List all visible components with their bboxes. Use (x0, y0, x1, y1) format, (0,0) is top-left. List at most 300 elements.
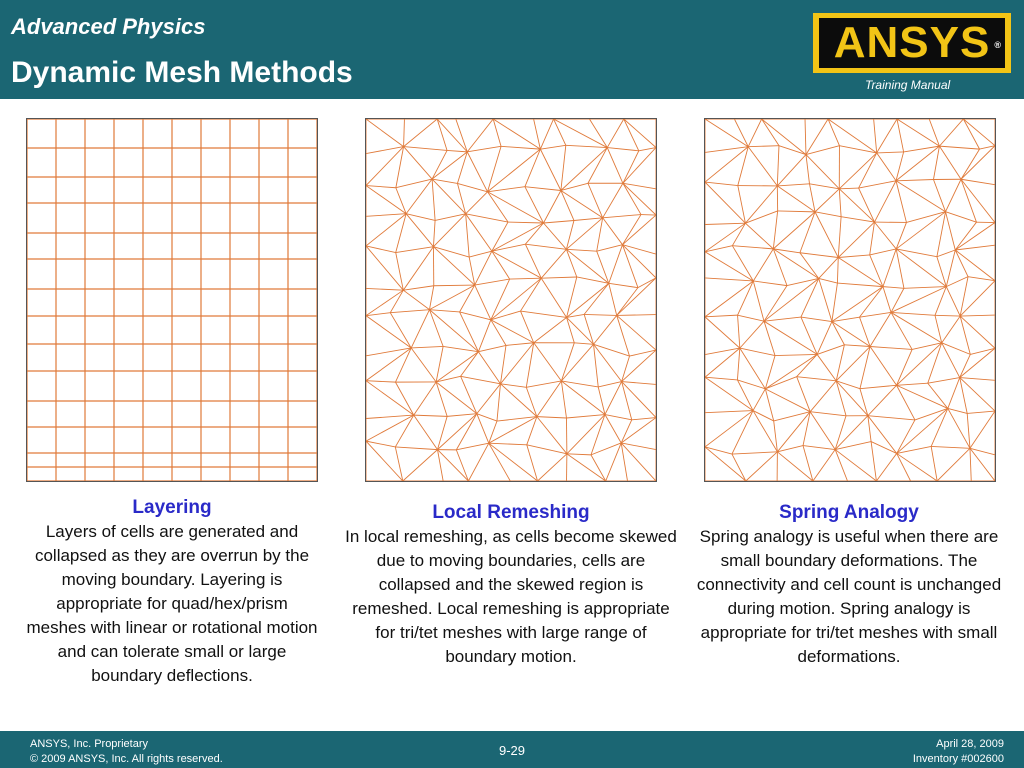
mesh-edge (489, 421, 497, 443)
mesh-edge (488, 192, 508, 222)
mesh-edge (435, 214, 466, 221)
mesh-edge (773, 249, 787, 286)
mesh-edge (594, 344, 599, 387)
mesh-edge (478, 352, 500, 384)
mesh-edge (961, 179, 976, 222)
mesh-edge (705, 348, 740, 377)
mesh-edge (429, 310, 478, 352)
mesh-edge (433, 220, 435, 246)
mesh-edge (591, 415, 605, 455)
mesh-edge (429, 310, 459, 312)
mesh-edge (896, 249, 937, 257)
mesh-edge (404, 147, 447, 151)
mesh-edge (928, 378, 960, 384)
mesh-edge (904, 146, 940, 152)
mesh-edge (960, 316, 970, 354)
mesh-edge (705, 377, 737, 380)
mesh-edge (574, 218, 603, 221)
mesh-edge (543, 220, 573, 223)
mesh-edge (491, 278, 541, 320)
mesh-edge (874, 119, 877, 153)
mesh-edge (460, 312, 479, 352)
mesh-edge (832, 317, 860, 321)
footer-bar (0, 731, 1024, 768)
mesh-edge (960, 281, 995, 316)
mesh-edge (764, 321, 817, 354)
mesh-edge (732, 452, 777, 454)
mesh-edge (534, 119, 541, 149)
footer-info (913, 737, 1004, 767)
mesh-edge (891, 288, 904, 312)
mesh-edge (801, 317, 832, 321)
mesh-edge (537, 417, 567, 418)
local-remeshing-caption (343, 501, 679, 669)
mesh-edge (859, 181, 896, 188)
mesh-edge (868, 416, 915, 420)
mesh-edge (810, 381, 836, 412)
mesh-edge (732, 454, 746, 481)
mesh-edge (897, 446, 931, 453)
mesh-edge (819, 257, 839, 278)
mesh-edge (456, 119, 467, 152)
spring-analogy-caption (686, 501, 1012, 669)
mesh-edge (567, 283, 609, 317)
mesh-edge (705, 281, 753, 317)
mesh-edge (456, 414, 476, 450)
mesh-edge (395, 447, 437, 450)
mesh-edge (933, 146, 939, 179)
mesh-edge (540, 145, 565, 149)
mesh-edge (797, 377, 811, 412)
footer-date: April 28, 2009 (936, 738, 1004, 750)
mesh-edge (896, 152, 904, 181)
mesh-edge (738, 147, 748, 186)
mesh-edge (705, 411, 753, 413)
local-remeshing-mesh-figure (365, 118, 657, 482)
mesh-edge (621, 418, 656, 443)
mesh-edge (939, 146, 961, 179)
mesh-edge (554, 119, 608, 148)
header-bar (0, 0, 1024, 99)
mesh-edge (765, 354, 817, 388)
mesh-edge (946, 250, 955, 287)
training-manual-label: Training Manual (865, 78, 951, 92)
mesh-edge (819, 278, 838, 283)
mesh-edge (897, 349, 913, 385)
mesh-edge (543, 223, 566, 249)
mesh-edge (748, 146, 779, 147)
mesh-edge (960, 316, 995, 348)
mesh-edge (809, 184, 815, 212)
mesh-edge (815, 189, 839, 212)
mesh-edge (931, 408, 948, 446)
mesh-edge (395, 382, 413, 415)
mesh-edge (877, 119, 897, 153)
mesh-edge (844, 345, 870, 347)
mesh-edge (403, 450, 438, 481)
mesh-edge (541, 277, 577, 278)
mesh-edge (414, 382, 436, 415)
mesh-edge (623, 183, 641, 214)
mesh-edge (774, 412, 810, 421)
spring-analogy-heading: Spring Analogy (779, 502, 919, 523)
mesh-edge (777, 146, 779, 186)
mesh-edge (366, 186, 396, 188)
mesh-edge (897, 383, 928, 385)
mesh-edge (832, 322, 844, 345)
mesh-edge (584, 314, 617, 315)
mesh-edge (566, 220, 574, 249)
mesh-edge (871, 442, 897, 454)
mesh-edge (800, 253, 819, 279)
mesh-edge (594, 344, 622, 381)
mesh-edge (534, 317, 567, 342)
mesh-edge (960, 277, 968, 316)
mesh-edge (961, 146, 995, 180)
mesh-edge (891, 312, 912, 349)
mesh-edge (753, 389, 765, 411)
mesh-edge (632, 418, 656, 420)
spring-analogy-body: Spring analogy is useful when there are small boundary deformations. The connectivity and cell count is unchanged during motion. Spring analogy is appropriate for tri/tet meshes with small deformations. (696, 527, 1002, 666)
mesh-edge (753, 281, 764, 321)
mesh-edge (603, 215, 641, 218)
mesh-edge (805, 119, 806, 155)
mesh-edge (705, 182, 745, 223)
mesh-edge (526, 343, 533, 388)
mesh-edge (806, 155, 810, 184)
mesh-edge (970, 411, 995, 448)
mesh-edge (366, 214, 406, 217)
mesh-edge (891, 312, 935, 315)
mesh-edge (623, 148, 656, 184)
layering-body: Layers of cells are generated and collapsed as they are overrun by the moving boundary. Layering is appropriate for quad/hex/prism meshes with linear or rotational motion and can tolerate small or large boundary deflections. (26, 522, 318, 685)
mesh-edge (366, 381, 414, 415)
mesh-edge (594, 315, 617, 344)
mesh-edge (447, 150, 467, 151)
mesh-edge (411, 348, 436, 382)
mesh-edge (946, 212, 977, 223)
mesh-edge (366, 214, 406, 246)
mesh-edge (753, 281, 787, 286)
mesh-edge (967, 413, 970, 448)
mesh-edge (764, 286, 787, 322)
mesh-edge (946, 277, 968, 287)
footer-inventory: Inventory #002600 (912, 753, 1004, 765)
mesh-edge (617, 288, 638, 316)
mesh-edge (705, 315, 738, 317)
mesh-edge (874, 222, 896, 249)
layering-heading: Layering (132, 497, 212, 518)
mesh-edge (609, 283, 617, 315)
mesh-edge (931, 446, 937, 481)
mesh-edge (832, 283, 838, 321)
mesh-edge (591, 455, 606, 481)
mesh-edge (839, 189, 841, 217)
mesh-edge (461, 376, 501, 384)
mesh-edge (466, 214, 508, 222)
quad-mesh-graphic (27, 119, 317, 481)
mesh-edge (437, 119, 447, 150)
mesh-edge (868, 385, 897, 415)
mesh-edge (526, 381, 561, 387)
mesh-edge (390, 310, 429, 313)
mesh-edge (859, 317, 870, 346)
mesh-edge (801, 278, 819, 317)
mesh-edge (904, 287, 946, 289)
mesh-edge (817, 322, 832, 355)
mesh-edge (543, 190, 560, 223)
mesh-edge (432, 152, 467, 179)
mesh-edge (738, 186, 746, 224)
mesh-edge (566, 145, 607, 147)
mesh-edge (404, 119, 405, 147)
mesh-edge (623, 151, 639, 183)
mesh-edge (775, 354, 817, 355)
mesh-edge (466, 214, 470, 257)
mesh-edge (477, 384, 501, 414)
mesh-edge (467, 146, 501, 152)
mesh-edge (457, 152, 467, 184)
mesh-edge (603, 218, 623, 245)
mesh-edge (395, 348, 411, 382)
mesh-edge (403, 286, 433, 290)
mesh-edge (489, 443, 538, 481)
mesh-edge (437, 414, 476, 450)
registered-mark: ® (994, 40, 1002, 50)
mesh-edge (961, 179, 995, 184)
mesh-edge (475, 285, 491, 320)
mesh-edge (859, 287, 882, 318)
mesh-edge (489, 443, 527, 445)
mesh-edge (561, 343, 574, 381)
mesh-edge (436, 346, 443, 382)
mesh-edge (838, 217, 841, 258)
mesh-edge (491, 279, 510, 320)
mesh-edge (960, 378, 967, 414)
mesh-edge (937, 250, 955, 257)
mesh-edge (404, 119, 438, 147)
mesh-edge (832, 287, 883, 322)
mesh-edge (436, 382, 447, 416)
mesh-edge (520, 278, 541, 311)
mesh-edge (478, 345, 506, 351)
mesh-edge (877, 152, 904, 153)
mesh-edge (705, 317, 740, 348)
mesh-edge (929, 119, 939, 146)
mesh-edge (527, 417, 537, 445)
mesh-edge (897, 119, 939, 146)
mesh-edge (753, 249, 773, 281)
mesh-edge (897, 453, 911, 481)
mesh-edge (705, 411, 753, 447)
mesh-edge (390, 290, 403, 312)
mesh-edge (859, 188, 875, 222)
mesh-edge (567, 454, 606, 481)
mesh-edge (765, 389, 773, 421)
mesh-edge (915, 408, 948, 420)
mesh-edge (896, 249, 904, 288)
mesh-edge (960, 354, 971, 377)
mesh-edge (937, 212, 946, 257)
mesh-edge (492, 244, 526, 251)
mesh-edge (955, 222, 976, 250)
mesh-edge (566, 218, 602, 250)
mesh-edge (525, 244, 566, 249)
mesh-edge (960, 315, 995, 316)
mesh-edge (837, 283, 883, 287)
mesh-edge (955, 250, 995, 281)
mesh-edge (506, 343, 534, 346)
mesh-edge (366, 348, 411, 381)
mesh-edge (838, 255, 869, 258)
mesh-edge (963, 119, 979, 149)
mesh-edge (961, 179, 995, 222)
mesh-edge (773, 212, 815, 249)
mesh-edge (738, 315, 764, 321)
mesh-edge (622, 245, 637, 288)
mesh-edge (883, 287, 904, 289)
mesh-edge (870, 312, 891, 346)
mesh-edge (762, 119, 806, 155)
mesh-edge (835, 442, 871, 450)
mesh-edge (457, 183, 487, 191)
mesh-edge (520, 311, 533, 343)
mesh-edge (538, 454, 567, 481)
mesh-edge (554, 119, 566, 145)
mesh-edge (597, 245, 623, 251)
mesh-edge (561, 381, 598, 387)
mesh-edge (838, 222, 874, 257)
mesh-edge (527, 445, 538, 481)
mesh-edge (912, 343, 942, 350)
mesh-edge (561, 344, 593, 381)
mesh-edge (411, 310, 429, 348)
mesh-edge (366, 119, 404, 147)
mesh-edge (967, 411, 995, 413)
mesh-edge (609, 245, 623, 284)
mesh-edge (501, 146, 540, 149)
mesh-edge (935, 315, 960, 316)
mesh-edge (433, 214, 465, 247)
tri-mesh-graphic (705, 119, 995, 481)
mesh-edge (624, 119, 656, 148)
mesh-edge (740, 348, 766, 389)
mesh-edge (520, 311, 566, 317)
mesh-edge (870, 222, 875, 255)
mesh-edge (803, 446, 813, 481)
mesh-edge (447, 414, 477, 417)
mesh-edge (488, 149, 541, 192)
footer-rights: © 2009 ANSYS, Inc. All rights reserved. (30, 753, 223, 765)
mesh-edge (497, 384, 501, 421)
mesh-edge (839, 188, 858, 189)
mesh-edge (963, 119, 995, 146)
mesh-edge (931, 446, 970, 448)
mesh-edge (437, 119, 467, 152)
mesh-edge (773, 249, 818, 279)
mesh-edge (810, 412, 835, 450)
mesh-edge (906, 212, 945, 223)
mesh-edge (859, 312, 891, 317)
mesh-edge (605, 382, 622, 415)
mesh-edge (732, 411, 753, 454)
mesh-edge (478, 320, 490, 352)
mesh-edge (561, 381, 566, 418)
mesh-edge (946, 179, 962, 211)
mesh-edge (434, 285, 475, 286)
mesh-edge (467, 119, 493, 152)
mesh-edge (937, 257, 946, 287)
mesh-edge (732, 246, 773, 249)
mesh-edge (396, 214, 406, 253)
mesh-edge (537, 381, 562, 417)
mesh-edge (838, 257, 883, 286)
tri-mesh-graphic (366, 119, 656, 481)
mesh-edge (738, 315, 740, 348)
mesh-edge (955, 250, 968, 277)
mesh-edge (933, 179, 945, 211)
mesh-edge (390, 313, 411, 348)
mesh-edge (630, 350, 656, 356)
mesh-edge (622, 215, 656, 245)
logo-wordmark: ANSYS (833, 18, 991, 67)
mesh-edge (839, 153, 876, 189)
mesh-edge (832, 322, 870, 347)
mesh-edge (488, 146, 502, 191)
spring-analogy-mesh-figure (704, 118, 996, 482)
mesh-edge (740, 348, 775, 355)
mesh-edge (746, 452, 778, 481)
mesh-edge (477, 414, 489, 444)
mesh-edge (859, 153, 877, 188)
mesh-edge (624, 119, 639, 151)
mesh-edge (456, 450, 468, 481)
mesh-edge (366, 415, 414, 418)
mesh-edge (737, 348, 739, 380)
mesh-edge (366, 381, 395, 382)
mesh-edge (897, 119, 904, 152)
mesh-edge (762, 119, 779, 146)
mesh-edge (566, 415, 604, 418)
mesh-edge (874, 181, 896, 222)
mesh-edge (567, 415, 605, 454)
mesh-edge (928, 383, 948, 408)
mesh-edge (540, 149, 561, 190)
layering-caption (26, 496, 318, 688)
mesh-edge (876, 453, 896, 481)
mesh-edge (837, 257, 838, 283)
mesh-edge (366, 316, 411, 348)
mesh-edge (803, 412, 810, 446)
mesh-edge (860, 347, 870, 389)
page-number: 9-29 (498, 743, 526, 758)
mesh-edge (622, 215, 641, 245)
mesh-edge (942, 343, 960, 378)
mesh-edge (534, 343, 562, 381)
mesh-edge (883, 249, 896, 287)
mesh-edge (836, 345, 844, 381)
mesh-edge (897, 385, 915, 420)
mesh-edge (705, 348, 740, 355)
mesh-edge (525, 223, 543, 244)
mesh-edge (460, 312, 491, 320)
mesh-edge (815, 212, 838, 258)
mesh-edge (606, 443, 621, 481)
mesh-edge (492, 251, 541, 278)
mesh-edge (597, 218, 603, 251)
mesh-edge (803, 446, 835, 450)
mesh-edge (491, 311, 521, 320)
